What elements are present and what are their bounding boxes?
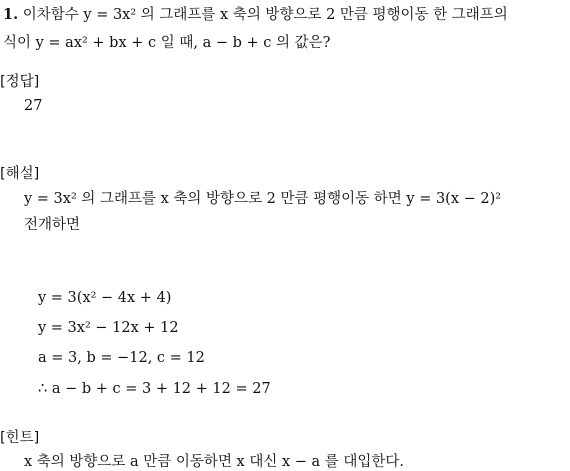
explanation-line-2: 전개하면 [24,217,81,233]
explanation-step-2: y = 3x² − 12x + 12 [38,320,179,336]
problem-text-1: 이차함수 y = 3x² 의 그래프를 x 축의 방향으로 2 만큼 평행이동 한 그래프의 [22,7,508,23]
answer-value: 27 [24,98,43,114]
explanation-step-4: ∴ a − b + c = 3 + 12 + 12 = 27 [38,381,271,397]
problem-line-1 [3,6,508,24]
hint-text: x 축의 방향으로 a 만큼 이동하면 x 대신 x − a 를 대입한다. [24,454,405,470]
explanation-line-1: y = 3x² 의 그래프를 x 축의 방향으로 2 만큼 평행이동 하면 y = 3(x − 2)² [24,191,502,207]
answer-heading: [정답] [0,74,40,90]
explanation-heading: [해설] [0,166,40,182]
explanation-step-3: a = 3, b = −12, c = 12 [38,350,205,366]
problem-number: 1. [3,6,19,23]
problem-line-2 [3,34,330,52]
problem-text-2: 식이 y = ax² + bx + c 일 때, a − b + c 의 값은? [3,35,331,51]
hint-heading: [힌트] [0,430,40,446]
explanation-step-1: y = 3(x² − 4x + 4) [38,290,172,306]
